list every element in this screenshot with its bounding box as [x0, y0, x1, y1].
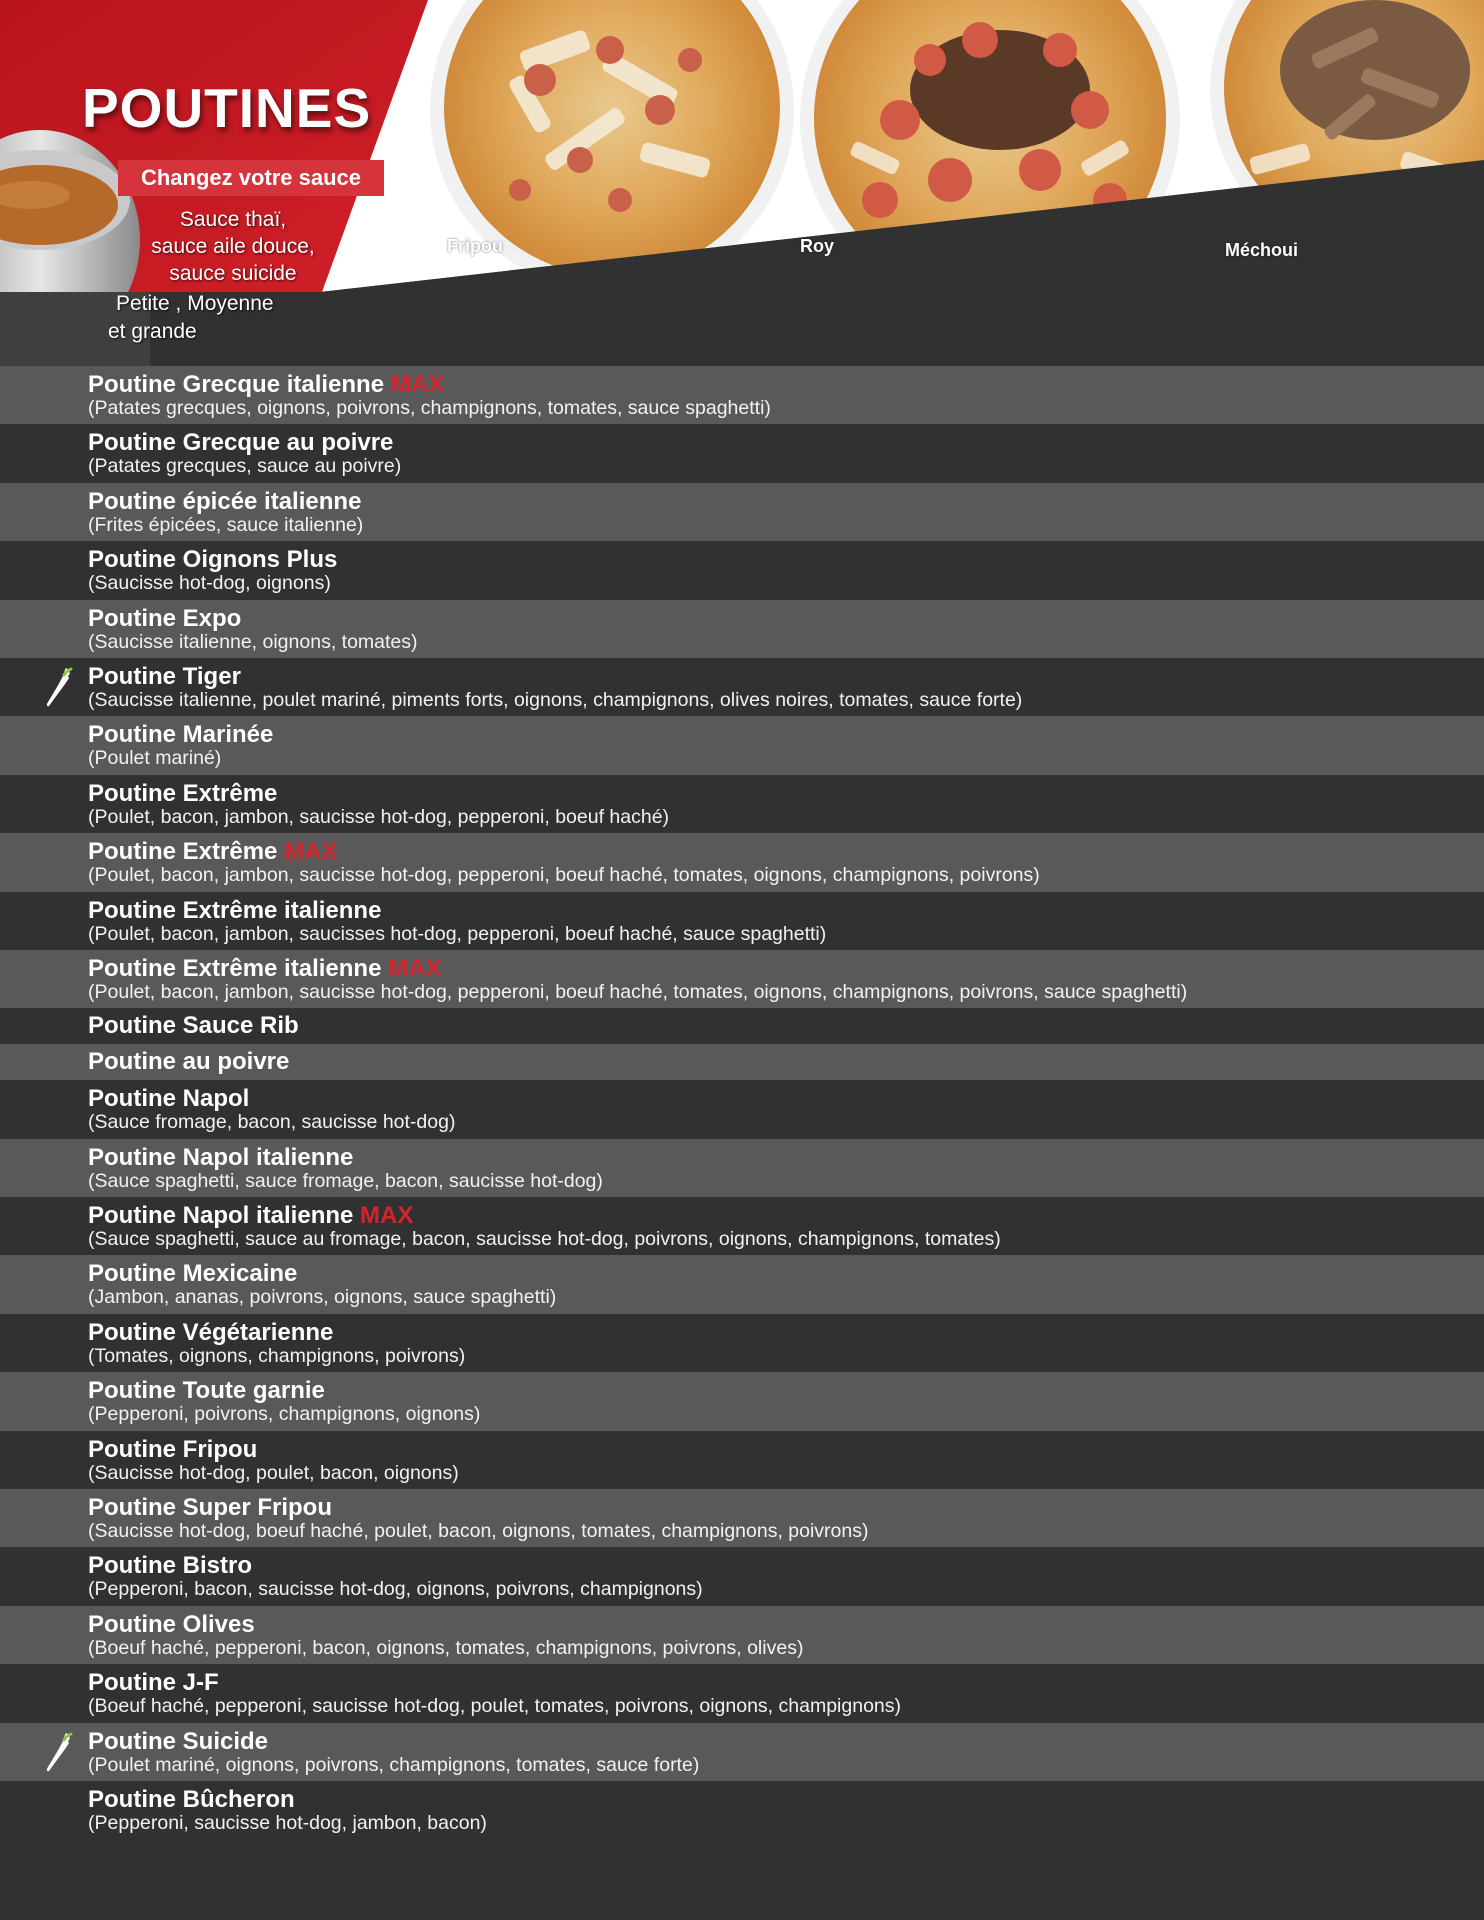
menu-item-name-text: Poutine Napol italienne: [88, 1202, 354, 1230]
menu-item-row: [0, 1664, 1484, 1722]
menu-item-name: [88, 1085, 249, 1113]
menu-item-name-text: Poutine Napol: [88, 1085, 250, 1113]
menu-item-row: [0, 1197, 1484, 1255]
menu-item-name-text: Poutine Extrême italienne: [88, 896, 382, 924]
menu-item-row: [0, 716, 1484, 774]
menu-item-name-text: Poutine Super Fripou: [88, 1494, 332, 1522]
change-sauce-banner: Changez votre sauce: [118, 160, 384, 196]
menu-item-description: (Pepperoni, poivrons, champignons, oignons): [88, 1403, 481, 1426]
menu-header: [0, 0, 1484, 366]
menu-item-name-text: Poutine Napol italienne: [88, 1143, 354, 1171]
menu-item-row: [0, 1314, 1484, 1372]
menu-item-description: (Saucisse hot-dog, poulet, bacon, oignons): [88, 1461, 459, 1484]
menu-item-name-text: Poutine au poivre: [88, 1048, 290, 1076]
menu-item-name-text: Poutine Fripou: [88, 1435, 258, 1463]
menu-item-name: [88, 1012, 299, 1040]
sauce-option: sauce suicide: [169, 262, 297, 285]
plate-label-roy: Roy: [800, 236, 835, 256]
menu-item-name-text: Poutine Mexicaine: [88, 1260, 298, 1288]
menu-item-description: (Saucisse italienne, poulet mariné, piments forts, oignons, champignons, olives noires, tomates, sauce forte): [88, 688, 1023, 711]
menu-item-description: (Sauce spaghetti, sauce au fromage, bacon, saucisse hot-dog, poivrons, oignons, champignons, tomates): [88, 1228, 1001, 1251]
menu-item-row: [0, 600, 1484, 658]
menu-item-row: [0, 950, 1484, 1008]
menu-item-row: [0, 775, 1484, 833]
menu-item-row: [0, 424, 1484, 482]
menu-item-description: (Pepperoni, saucisse hot-dog, jambon, bacon): [88, 1811, 487, 1834]
menu-item-name-text: Poutine Suicide: [88, 1727, 269, 1755]
menu-item-name-text: Poutine Olives: [88, 1610, 255, 1638]
menu-item-description: (Poulet, bacon, jambon, saucisse hot-dog, pepperoni, boeuf haché, tomates, oignons, champignons, poivrons, sauce spaghetti): [88, 980, 1188, 1003]
menu-item-name-text: Poutine Bistro: [88, 1552, 253, 1580]
menu-item-row: [0, 1489, 1484, 1547]
sauce-options: [120, 206, 346, 287]
menu-item-name-text: Poutine Grecque italienne: [88, 371, 385, 398]
menu-item-row: [0, 892, 1484, 950]
menu-item-description: (Patates grecques, oignons, poivrons, champignons, tomates, sauce spaghetti): [88, 397, 771, 419]
menu-item-description: (Frites épicées, sauce italienne): [88, 513, 364, 536]
menu-item-row: [0, 541, 1484, 599]
menu-item-description: (Pepperoni, bacon, saucisse hot-dog, oignons, poivrons, champignons): [88, 1578, 703, 1601]
menu-item-row: [0, 1080, 1484, 1138]
size-line: Petite , Moyenne: [116, 292, 274, 315]
plate-label-fripou: Fripou: [447, 236, 503, 256]
menu-item-name: [88, 721, 273, 749]
menu-item-name-text: Poutine Bûcheron: [88, 1785, 295, 1813]
menu-item-row: [0, 1008, 1484, 1044]
menu-item-name: [88, 1728, 268, 1756]
menu-item-name-text: Poutine Oignons Plus: [88, 546, 338, 574]
hot-pepper-icon: [46, 1731, 74, 1778]
menu-item-description: (Sauce fromage, bacon, saucisse hot-dog): [88, 1111, 456, 1134]
menu-item-description: (Jambon, ananas, poivrons, oignons, sauce spaghetti): [88, 1286, 557, 1309]
menu-item-name: [88, 955, 441, 983]
menu-item-description: (Boeuf haché, pepperoni, bacon, oignons, tomates, champignons, poivrons, olives): [88, 1636, 804, 1659]
menu-item-description: (Patates grecques, sauce au poivre): [88, 455, 402, 478]
menu-item-row: [0, 366, 1484, 424]
menu-item-name: [88, 1260, 297, 1288]
max-badge: MAX: [390, 371, 445, 398]
menu-item-name: [88, 1611, 255, 1639]
menu-item-row: [0, 1606, 1484, 1664]
menu-item-name: [88, 371, 444, 399]
menu-item-description: (Poulet mariné): [88, 747, 222, 770]
menu-item-row: [0, 1044, 1484, 1080]
menu-item-name: [88, 1786, 295, 1814]
menu-item-row: [0, 1372, 1484, 1430]
max-badge: MAX: [284, 838, 338, 866]
menu-item-name: [88, 1552, 252, 1580]
menu-item-name-text: Poutine Extrême: [88, 838, 278, 866]
menu-item-name-text: Poutine Expo: [88, 604, 242, 632]
menu-item-name: [88, 780, 277, 808]
menu-item-name: [88, 605, 241, 633]
menu-item-row: [0, 1781, 1484, 1839]
menu-item-name-text: Poutine épicée italienne: [88, 487, 362, 515]
menu-item-name-text: Poutine Tiger: [88, 662, 241, 690]
menu-item-name: [88, 838, 337, 866]
menu-item-row: [0, 833, 1484, 891]
hot-pepper-icon: [46, 666, 74, 713]
menu-item-description: (Saucisse italienne, oignons, tomates): [88, 630, 418, 653]
menu-item-row: [0, 1547, 1484, 1605]
size-options: [108, 290, 308, 346]
menu-item-name: [88, 1048, 289, 1076]
menu-item-row: [0, 1723, 1484, 1781]
sauce-option: sauce aile douce,: [151, 235, 315, 258]
menu-item-description: (Poulet, bacon, jambon, saucisse hot-dog, pepperoni, boeuf haché, tomates, oignons, champignons, poivrons): [88, 864, 1040, 887]
menu-item-name: [88, 488, 361, 516]
menu-item-name: [88, 663, 241, 691]
menu-item-row: [0, 483, 1484, 541]
menu-item-row: [0, 1431, 1484, 1489]
poutine-menu-list: [0, 366, 1484, 1839]
menu-item-description: (Saucisse hot-dog, boeuf haché, poulet, bacon, oignons, tomates, champignons, poivrons): [88, 1520, 869, 1543]
plate-label-mechoui: Méchoui: [1225, 240, 1299, 260]
menu-item-name-text: Poutine Grecque au poivre: [88, 429, 394, 457]
menu-item-name-text: Poutine Sauce Rib: [88, 1012, 299, 1040]
menu-item-name: [88, 1436, 257, 1464]
menu-item-name: [88, 897, 381, 925]
menu-item-name-text: Poutine Marinée: [88, 721, 274, 749]
menu-item-description: (Boeuf haché, pepperoni, saucisse hot-dog, poulet, tomates, poivrons, oignons, champignons): [88, 1695, 902, 1718]
menu-item-row: [0, 1255, 1484, 1313]
max-badge: MAX: [388, 954, 442, 982]
menu-item-description: (Poulet, bacon, jambon, saucisse hot-dog, pepperoni, boeuf haché): [88, 805, 670, 828]
menu-item-name: [88, 1319, 333, 1347]
menu-item-name: [88, 1144, 353, 1172]
menu-item-name-text: Poutine Extrême italienne: [88, 954, 382, 982]
menu-item-name: [88, 1202, 413, 1230]
menu-item-name: [88, 1669, 219, 1697]
size-line: et grande: [108, 320, 197, 343]
menu-item-name-text: Poutine J-F: [88, 1669, 219, 1697]
menu-item-name-text: Poutine Toute garnie: [88, 1377, 325, 1405]
menu-item-description: (Tomates, oignons, champignons, poivrons): [88, 1344, 466, 1367]
menu-item-description: (Poulet, bacon, jambon, saucisses hot-dog, pepperoni, boeuf haché, sauce spaghetti): [88, 922, 827, 945]
menu-item-name: [88, 546, 337, 574]
menu-item-name: [88, 429, 393, 457]
menu-item-name: [88, 1377, 325, 1405]
menu-item-name-text: Poutine Végétarienne: [88, 1318, 334, 1346]
menu-item-row: [0, 658, 1484, 716]
sauce-option: Sauce thaï,: [179, 208, 287, 231]
menu-item-name-text: Poutine Extrême: [88, 779, 278, 807]
menu-item-description: (Sauce spaghetti, sauce fromage, bacon, saucisse hot-dog): [88, 1169, 603, 1192]
page-title: POUTINES: [82, 77, 372, 139]
menu-item-row: [0, 1139, 1484, 1197]
menu-item-description: (Saucisse hot-dog, oignons): [88, 572, 331, 595]
menu-item-name: [88, 1494, 332, 1522]
max-badge: MAX: [360, 1202, 414, 1230]
menu-item-description: (Poulet mariné, oignons, poivrons, champignons, tomates, sauce forte): [88, 1753, 700, 1776]
